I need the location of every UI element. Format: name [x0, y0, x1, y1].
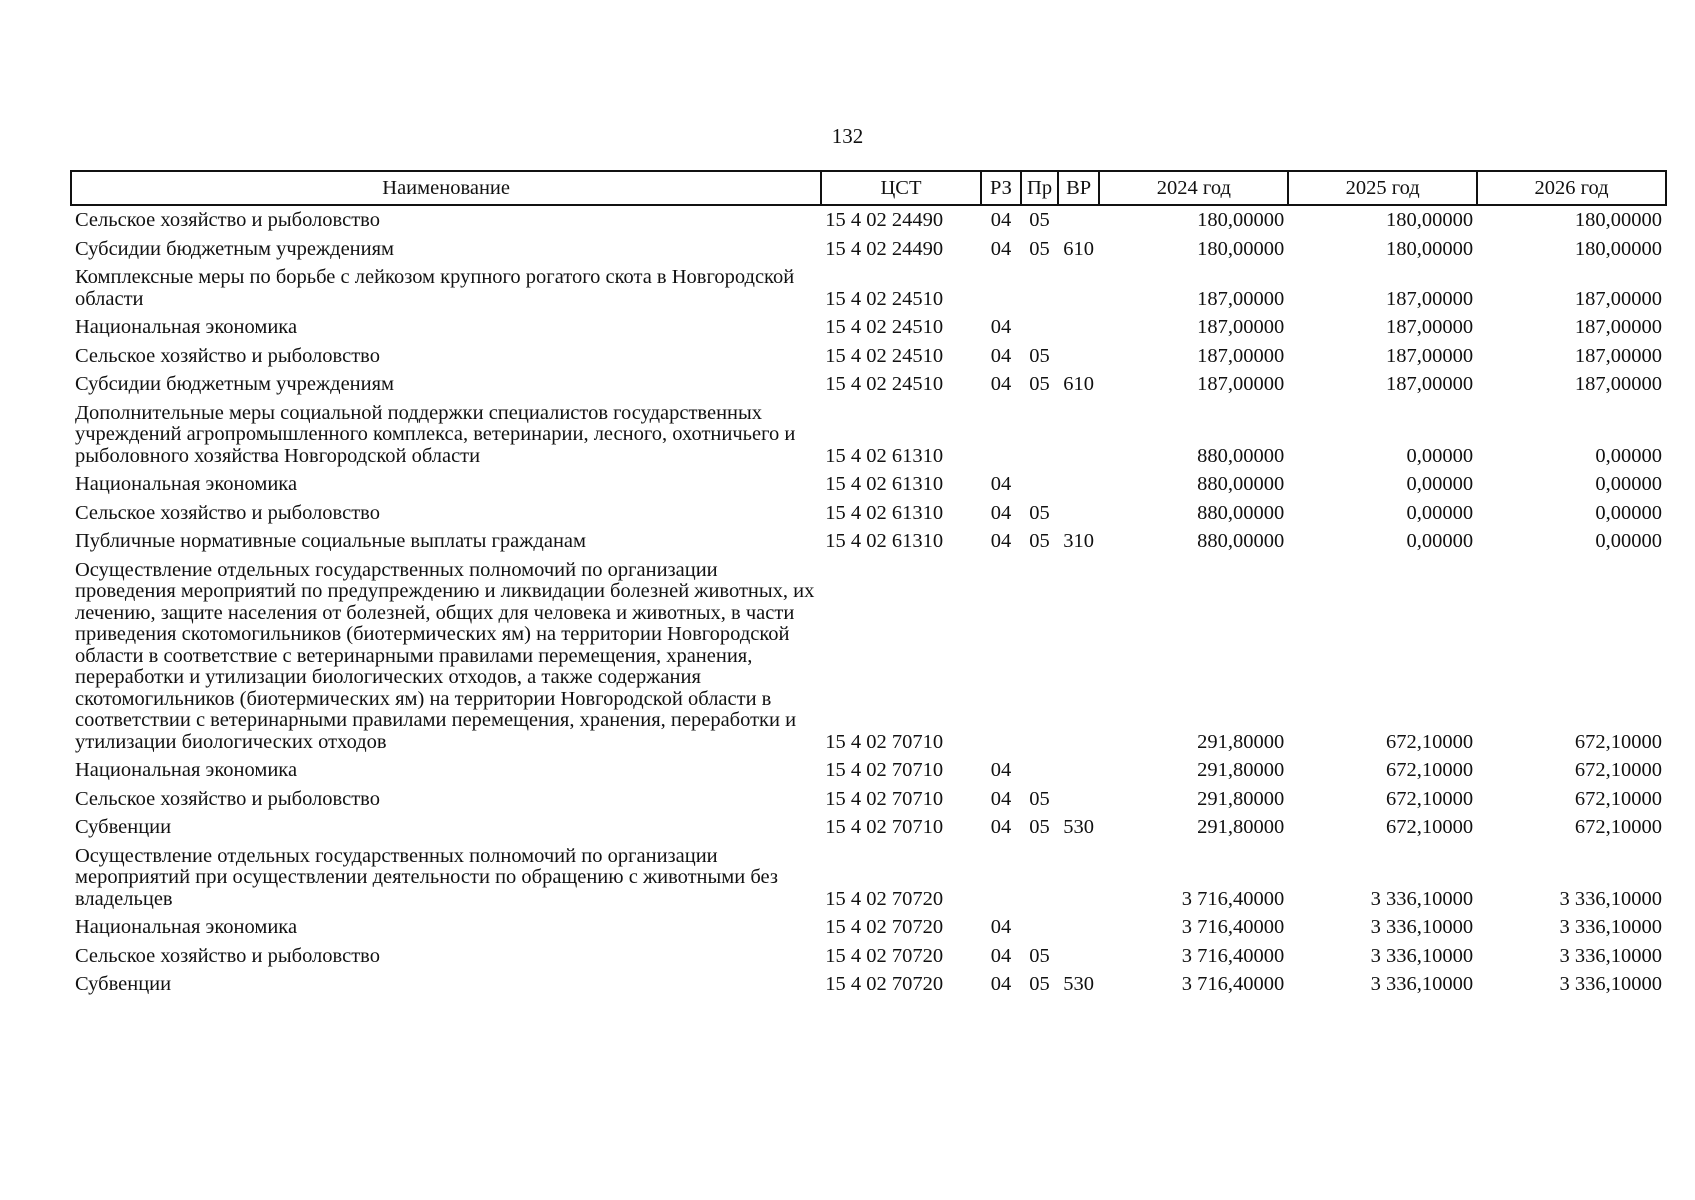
cell-v2025: 3 336,10000 [1370, 944, 1474, 967]
cell-v2025: 672,10000 [1385, 787, 1474, 810]
cell-v2026: 3 336,10000 [1559, 887, 1662, 910]
cell-v2024: 187,00000 [1197, 373, 1285, 395]
cell-cst: 15 4 02 61310 [825, 444, 944, 467]
cell-v2025: 187,00000 [1385, 316, 1474, 338]
cell-v2024: 3 716,40000 [1181, 887, 1285, 910]
cell-v2026: 0,00000 [1595, 473, 1662, 495]
cell-vr [1058, 263, 1100, 313]
cell-cst: 15 4 02 24510 [825, 344, 944, 367]
cell-name: Национальная экономика [75, 759, 298, 781]
cell-v2024: 880,00000 [1197, 473, 1285, 495]
cell-v2024: 291,80000 [1197, 816, 1285, 838]
budget-table [70, 170, 1667, 999]
cell-v2024: 3 716,40000 [1181, 944, 1285, 967]
cell-cst: 15 4 02 24510 [825, 287, 944, 310]
cell-vr [1058, 913, 1100, 942]
table-row [71, 370, 1666, 399]
cell-v2026: 187,00000 [1574, 344, 1662, 367]
cell-pr: 05 [1029, 501, 1050, 524]
cell-v2025: 180,00000 [1385, 237, 1474, 260]
header-pr: Пр [1021, 171, 1058, 205]
cell-v2024: 187,00000 [1197, 287, 1285, 310]
cell-rz: 04 [990, 916, 1012, 938]
cell-name: Субсидии бюджетным учреждениям [75, 373, 395, 395]
table-row [71, 756, 1666, 785]
cell-v2026: 672,10000 [1574, 787, 1662, 810]
table-body [71, 205, 1666, 999]
cell-rz: 04 [990, 473, 1012, 495]
cell-vr: 310 [1063, 530, 1095, 552]
cell-name: Сельское хозяйство и рыболовство [75, 944, 380, 967]
cell-name: Дополнительные меры социальной поддержки специалистов государственных учреждений агропромышленного комплекса, ветеринарии, лесного, охотничьего и рыболовного хозяйства Новгородской области [75, 401, 796, 467]
cell-rz: 04 [990, 501, 1012, 524]
cell-v2025: 187,00000 [1385, 344, 1474, 367]
cell-v2026: 672,10000 [1574, 730, 1662, 753]
cell-vr [1058, 499, 1100, 528]
cell-cst: 15 4 02 24490 [825, 209, 944, 231]
cell-cst: 15 4 02 61310 [825, 473, 944, 495]
table-row [71, 399, 1666, 471]
header-cst: ЦСТ [821, 171, 980, 205]
cell-pr: 05 [1029, 787, 1050, 810]
table-row [71, 263, 1666, 313]
cell-v2024: 880,00000 [1197, 444, 1285, 467]
cell-rz: 04 [990, 759, 1012, 781]
cell-vr: 530 [1063, 816, 1095, 838]
cell-name: Сельское хозяйство и рыболовство [75, 787, 380, 810]
cell-vr [1058, 470, 1100, 499]
cell-name: Субвенции [75, 816, 172, 838]
cell-rz: 04 [990, 209, 1012, 231]
cell-v2024: 880,00000 [1197, 530, 1285, 552]
cell-v2024: 187,00000 [1197, 316, 1285, 338]
cell-pr [1021, 263, 1058, 313]
cell-rz [981, 263, 1022, 313]
cell-v2026: 187,00000 [1574, 316, 1662, 338]
cell-v2025: 3 336,10000 [1370, 887, 1474, 910]
table-row [71, 499, 1666, 528]
cell-name: Сельское хозяйство и рыболовство [75, 501, 380, 524]
cell-v2024: 291,80000 [1197, 759, 1285, 781]
table-row [71, 313, 1666, 342]
cell-cst: 15 4 02 61310 [825, 501, 944, 524]
cell-name: Национальная экономика [75, 916, 298, 938]
cell-v2026: 180,00000 [1574, 209, 1662, 231]
cell-v2025: 672,10000 [1385, 759, 1474, 781]
cell-v2026: 0,00000 [1595, 444, 1662, 467]
cell-v2024: 180,00000 [1197, 237, 1285, 260]
cell-pr: 05 [1029, 530, 1050, 552]
header-rz: РЗ [981, 171, 1022, 205]
cell-vr: 530 [1063, 973, 1095, 995]
table-row [71, 813, 1666, 842]
cell-name: Осуществление отдельных государственных полномочий по организации проведения мероприятий по предупреждению и ликвидации болезней животных, их лечению, защите населения от болезней, общих для человека и животных, в части приведения скотомогильников (биотермических ям) на территории Новгородской области в соответствие с ветеринарными правилами перемещения, хранения, переработки и утилизации биологических отходов, а также содержания скотомогильников (биотермических ям) на территории Новгородской области в соответствии с ветеринарными правилами перемещения, хранения, переработки и утилизации биологических отходов [75, 558, 815, 753]
cell-cst: 15 4 02 61310 [825, 530, 944, 552]
cell-cst: 15 4 02 70710 [825, 787, 944, 810]
cell-v2024: 180,00000 [1197, 209, 1285, 231]
cell-v2024: 880,00000 [1197, 501, 1285, 524]
cell-pr: 05 [1029, 344, 1050, 367]
cell-v2026: 672,10000 [1574, 759, 1662, 781]
cell-v2026: 180,00000 [1574, 237, 1662, 260]
page-number: 132 [831, 124, 864, 148]
cell-cst: 15 4 02 70710 [825, 816, 944, 838]
cell-vr [1058, 842, 1100, 914]
cell-pr [1021, 399, 1058, 471]
cell-pr: 05 [1029, 816, 1050, 838]
table-header-row [71, 171, 1666, 205]
cell-v2024: 291,80000 [1197, 730, 1285, 753]
cell-v2026: 3 336,10000 [1559, 944, 1662, 967]
cell-vr [1058, 342, 1100, 371]
cell-v2024: 3 716,40000 [1181, 973, 1285, 995]
cell-pr: 05 [1029, 944, 1050, 967]
cell-name: Сельское хозяйство и рыболовство [75, 209, 380, 231]
cell-rz [981, 556, 1022, 757]
cell-cst: 15 4 02 70710 [825, 759, 944, 781]
cell-name: Национальная экономика [75, 473, 298, 495]
cell-v2026: 3 336,10000 [1559, 973, 1662, 995]
cell-pr [1021, 756, 1058, 785]
cell-v2025: 187,00000 [1385, 373, 1474, 395]
cell-vr: 610 [1063, 237, 1095, 260]
cell-cst: 15 4 02 70720 [825, 973, 944, 995]
cell-pr: 05 [1029, 237, 1050, 260]
cell-pr [1021, 842, 1058, 914]
table-row [71, 942, 1666, 971]
cell-v2026: 0,00000 [1595, 501, 1662, 524]
cell-name: Комплексные меры по борьбе с лейкозом крупного рогатого скота в Новгородской области [75, 266, 795, 310]
cell-pr: 05 [1029, 373, 1050, 395]
cell-rz: 04 [990, 237, 1012, 260]
cell-rz: 04 [990, 944, 1012, 967]
table-row [71, 913, 1666, 942]
cell-vr [1058, 756, 1100, 785]
cell-v2025: 0,00000 [1406, 444, 1474, 467]
cell-rz: 04 [990, 530, 1012, 552]
cell-vr [1058, 556, 1100, 757]
cell-pr: 05 [1029, 209, 1050, 231]
cell-rz: 04 [990, 973, 1012, 995]
cell-vr [1058, 785, 1100, 814]
cell-cst: 15 4 02 70710 [825, 730, 944, 753]
cell-name: Публичные нормативные социальные выплаты гражданам [75, 530, 587, 552]
table-row [71, 235, 1666, 264]
cell-pr [1021, 556, 1058, 757]
table-row [71, 342, 1666, 371]
cell-pr: 05 [1029, 973, 1050, 995]
cell-pr [1021, 313, 1058, 342]
cell-name: Сельское хозяйство и рыболовство [75, 344, 380, 367]
table-row [71, 970, 1666, 999]
cell-name: Национальная экономика [75, 316, 298, 338]
cell-vr [1058, 313, 1100, 342]
cell-rz: 04 [990, 373, 1012, 395]
cell-name: Субсидии бюджетным учреждениям [75, 237, 395, 260]
cell-v2025: 672,10000 [1385, 730, 1474, 753]
cell-rz [981, 842, 1022, 914]
cell-v2025: 187,00000 [1385, 287, 1474, 310]
table-row [71, 527, 1666, 556]
cell-rz [981, 399, 1022, 471]
cell-cst: 15 4 02 70720 [825, 916, 944, 938]
cell-v2025: 672,10000 [1385, 816, 1474, 838]
cell-v2024: 291,80000 [1197, 787, 1285, 810]
cell-v2025: 3 336,10000 [1370, 916, 1474, 938]
cell-rz: 04 [990, 816, 1012, 838]
cell-cst: 15 4 02 70720 [825, 887, 944, 910]
cell-v2025: 3 336,10000 [1370, 973, 1474, 995]
cell-v2026: 0,00000 [1595, 530, 1662, 552]
cell-v2025: 180,00000 [1385, 209, 1474, 231]
table-row [71, 556, 1666, 757]
cell-v2026: 672,10000 [1574, 816, 1662, 838]
cell-v2026: 3 336,10000 [1559, 916, 1662, 938]
cell-rz: 04 [990, 787, 1012, 810]
header-name: Наименование [71, 171, 821, 205]
cell-v2026: 187,00000 [1574, 287, 1662, 310]
cell-pr [1021, 470, 1058, 499]
cell-vr [1058, 205, 1100, 235]
cell-v2024: 3 716,40000 [1181, 916, 1285, 938]
cell-name: Осуществление отдельных государственных полномочий по организации мероприятий при осуществлении деятельности по обращению с животными без владельцев [75, 844, 778, 910]
table-row [71, 785, 1666, 814]
table-row [71, 470, 1666, 499]
cell-cst: 15 4 02 24490 [825, 237, 944, 260]
cell-v2025: 0,00000 [1406, 473, 1474, 495]
cell-vr: 610 [1063, 373, 1095, 395]
cell-cst: 15 4 02 70720 [825, 944, 944, 967]
cell-rz: 04 [990, 316, 1012, 338]
cell-vr [1058, 942, 1100, 971]
cell-rz: 04 [990, 344, 1012, 367]
cell-v2026: 187,00000 [1574, 373, 1662, 395]
table-row [71, 205, 1666, 235]
header-2024: 2024 год [1099, 171, 1288, 205]
cell-vr [1058, 399, 1100, 471]
cell-pr [1021, 913, 1058, 942]
cell-v2025: 0,00000 [1406, 501, 1474, 524]
header-vr: ВР [1058, 171, 1100, 205]
header-2025: 2025 год [1288, 171, 1477, 205]
header-2026: 2026 год [1477, 171, 1666, 205]
cell-name: Субвенции [75, 973, 172, 995]
cell-cst: 15 4 02 24510 [825, 316, 944, 338]
table-row [71, 842, 1666, 914]
cell-cst: 15 4 02 24510 [825, 373, 944, 395]
cell-v2025: 0,00000 [1406, 530, 1474, 552]
cell-v2024: 187,00000 [1197, 344, 1285, 367]
